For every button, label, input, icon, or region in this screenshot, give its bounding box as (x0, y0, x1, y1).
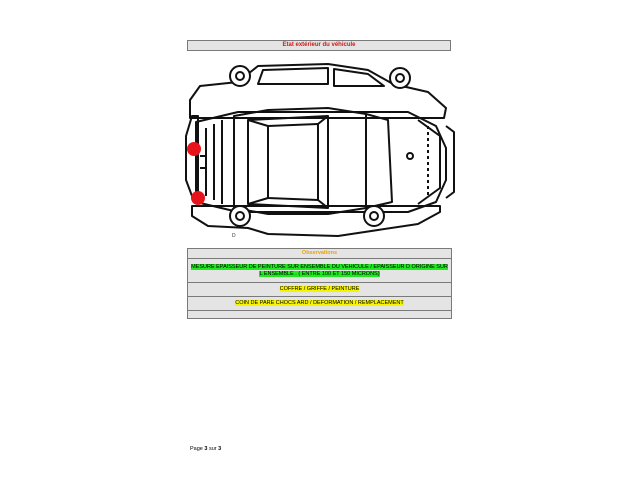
observation-row-empty (188, 311, 452, 319)
damage-marker-rear-bumper (187, 142, 201, 156)
observation-text: COIN DE PARE CHOCS ARD / DEFORMATION / REMPLACEMENT (235, 300, 404, 306)
wheel-bottom-rear (230, 206, 250, 226)
page-number: 3 (204, 446, 208, 452)
page-separator: sur (208, 446, 217, 452)
observation-text: MESURE EPAISSEUR DE PEINTURE SUR ENSEMBLE DU VEHICULE / EPAISSEUR D ORIGINE SUR L ENSEMBLE . ( ENTRE 100 ET 150 MICRONS) (191, 263, 448, 277)
page-total: 3 (218, 446, 222, 452)
wheel-top-rear (230, 66, 250, 86)
wheel-bottom-front (364, 206, 384, 226)
page-footer (190, 446, 221, 452)
observation-text: COFFRE / GRIFFE / PEINTURE (279, 286, 360, 292)
observation-row (188, 283, 452, 297)
section-title: Etat extérieur du véhicule (187, 40, 451, 51)
observations-table (187, 248, 452, 319)
damage-marker-rear-corner (191, 191, 205, 205)
observation-row (188, 297, 452, 311)
wheel-top-front (390, 68, 410, 88)
observation-row (188, 259, 452, 283)
svg-text:D: D (232, 233, 236, 239)
vehicle-diagram (178, 56, 460, 240)
car-front-view (446, 126, 454, 198)
observations-heading: Observations (188, 249, 452, 259)
page-prefix: Page (190, 446, 203, 452)
